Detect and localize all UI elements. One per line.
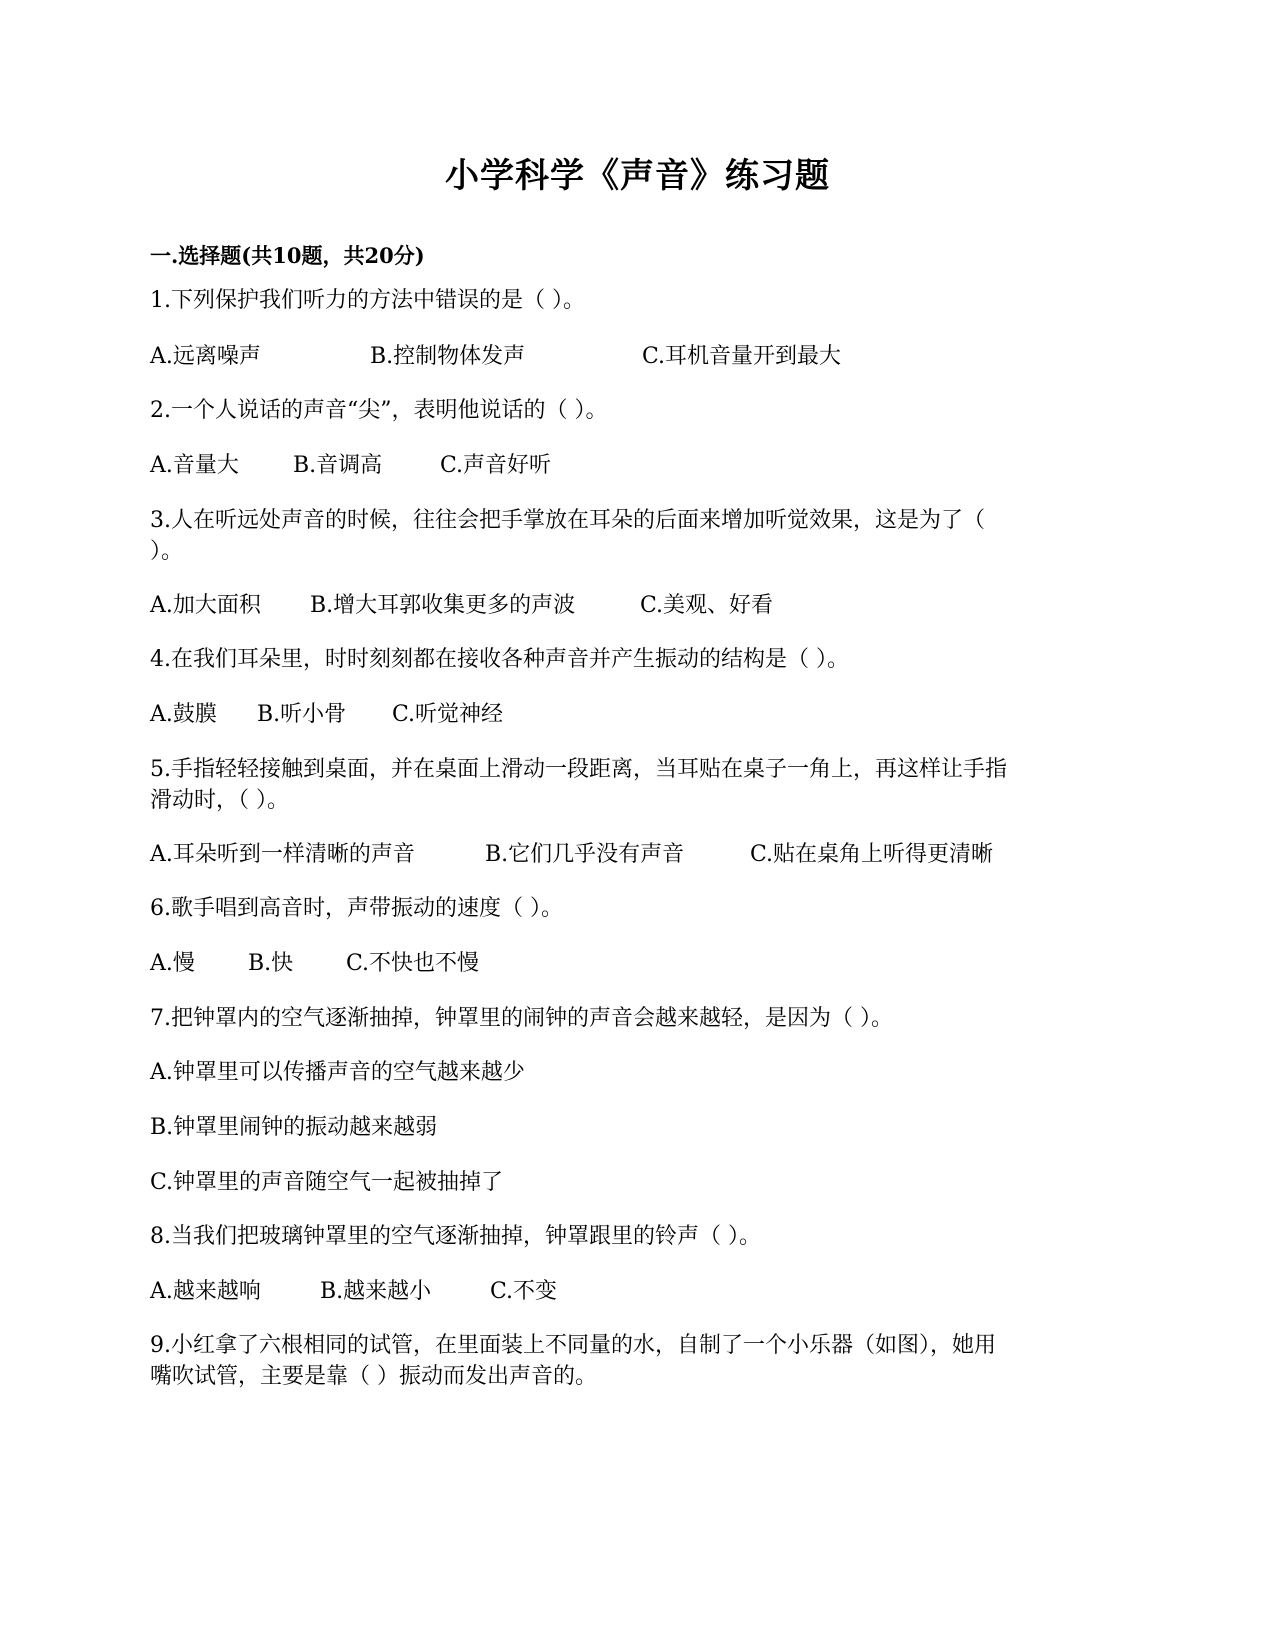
question-stem: 6.歌手唱到高音时，声带振动的速度（ ）。 — [150, 896, 563, 921]
option-a: A.钟罩里可以传播声音的空气越来越少 — [150, 1060, 525, 1085]
option-c: C.钟罩里的声音随空气一起被抽掉了 — [150, 1170, 504, 1195]
question-stem-cont: 滑动时，（ ）。 — [150, 788, 289, 813]
option-a: A.音量大 — [150, 453, 239, 478]
option-b: B.听小骨 — [257, 702, 347, 727]
option-a: A.加大面积 — [150, 593, 261, 618]
option-a: A.远离噪声 — [150, 344, 261, 369]
option-b: B.快 — [248, 951, 294, 976]
option-b: B.越来越小 — [320, 1279, 432, 1304]
option-c: C.耳机音量开到最大 — [642, 344, 842, 369]
option-a: A.越来越响 — [150, 1279, 261, 1304]
question-stem: 5.手指轻轻接触到桌面，并在桌面上滑动一段距离，当耳贴在桌子一角上，再这样让手指 — [150, 757, 1007, 782]
question-stem: 1.下列保护我们听力的方法中错误的是（ ）。 — [150, 288, 585, 313]
option-b: B.增大耳郭收集更多的声波 — [310, 593, 576, 618]
option-b: B.控制物体发声 — [370, 344, 526, 369]
option-c: C.听觉神经 — [392, 702, 504, 727]
option-row — [150, 1277, 1150, 1307]
section-heading: 一.选择题(共10题，共20分) — [150, 243, 425, 268]
page-title: 小学科学《声音》练习题 — [445, 156, 830, 196]
option-row — [150, 342, 1150, 372]
option-c: C.不变 — [490, 1279, 558, 1304]
question-stem: 9.小红拿了六根相同的试管，在里面装上不同量的水，自制了一个小乐器（如图），她用 — [150, 1333, 996, 1358]
question-stem-cont: 嘴吹试管，主要是靠（ ）振动而发出声音的。 — [150, 1364, 597, 1389]
option-b: B.它们几乎没有声音 — [485, 842, 685, 867]
option-row — [150, 840, 1150, 870]
question-stem: 7.把钟罩内的空气逐渐抽掉，钟罩里的闹钟的声音会越来越轻，是因为（ ）。 — [150, 1006, 893, 1031]
option-a: A.慢 — [150, 951, 195, 976]
option-row — [150, 949, 1150, 979]
option-row — [150, 700, 1150, 730]
option-b: B.音调高 — [293, 453, 383, 478]
option-a: A.鼓膜 — [150, 702, 217, 727]
option-c: C.不快也不慢 — [346, 951, 480, 976]
option-c: C.贴在桌角上听得更清晰 — [750, 842, 994, 867]
question-stem-cont: ）。 — [150, 539, 184, 564]
option-c: C.声音好听 — [440, 453, 552, 478]
question-stem: 4.在我们耳朵里，时时刻刻都在接收各种声音并产生振动的结构是（ ）。 — [150, 647, 849, 672]
option-b: B.钟罩里闹钟的振动越来越弱 — [150, 1115, 438, 1140]
option-row — [150, 451, 1150, 481]
question-stem: 3.人在听远处声音的时候，往往会把手掌放在耳朵的后面来增加听觉效果，这是为了（ — [150, 508, 985, 533]
question-stem: 2.一个人说话的声音“尖”，表明他说话的（ ）。 — [150, 398, 608, 423]
question-stem: 8.当我们把玻璃钟罩里的空气逐渐抽掉，钟罩跟里的铃声（ ）。 — [150, 1224, 761, 1249]
option-a: A.耳朵听到一样清晰的声音 — [150, 842, 415, 867]
option-row — [150, 591, 1150, 621]
option-c: C.美观、好看 — [640, 593, 774, 618]
